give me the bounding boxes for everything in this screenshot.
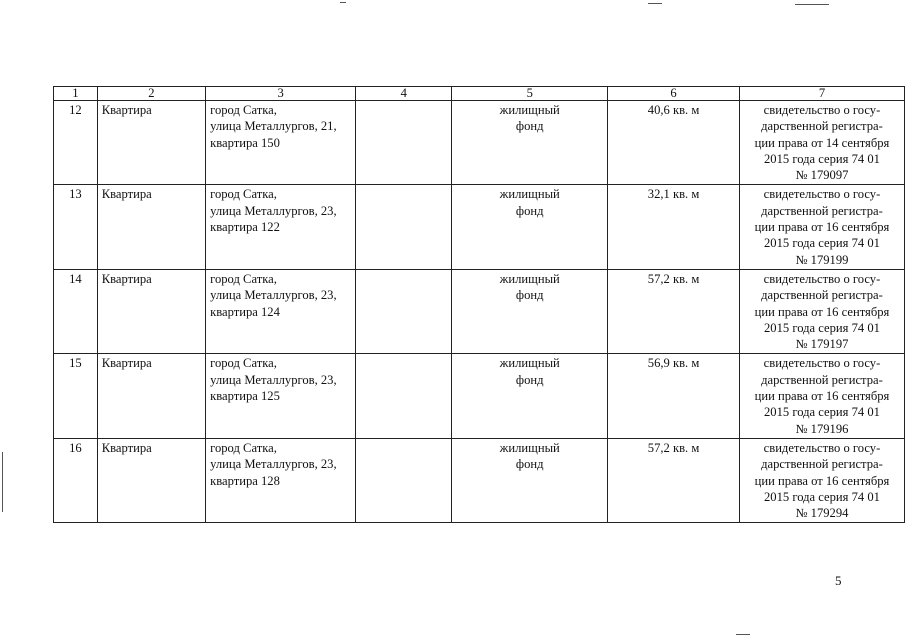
property-fund: жилищный фонд: [452, 438, 608, 522]
property-fund: жилищный фонд: [452, 269, 608, 353]
property-area: 32,1 кв. м: [608, 185, 740, 269]
table-row: [54, 101, 905, 185]
table-row: [54, 438, 905, 522]
registration-document: свидетельство о госу- дарственной регистра- ции права от 16 сентября 2015 года серия 74 01 № 179294: [739, 438, 904, 522]
property-address: город Сатка, улица Металлургов, 21, квартира 150: [206, 101, 356, 185]
page-number: 5: [835, 573, 842, 588]
empty-cell: [356, 438, 452, 522]
scan-mark-top-1: [340, 2, 346, 3]
empty-cell: [356, 185, 452, 269]
property-table: [53, 86, 905, 523]
property-address: город Сатка, улица Металлургов, 23, квартира 125: [206, 354, 356, 438]
property-area: 40,6 кв. м: [608, 101, 740, 185]
scan-mark-top-3: [795, 4, 829, 5]
property-area: 56,9 кв. м: [608, 354, 740, 438]
property-type: Квартира: [97, 269, 205, 353]
table-row: [54, 185, 905, 269]
header-cell: 5: [452, 87, 608, 101]
scan-mark-top-2: [648, 3, 662, 4]
registration-document: свидетельство о госу- дарственной регистра- ции права от 16 сентября 2015 года серия 74 01 № 179196: [739, 354, 904, 438]
table-row: [54, 354, 905, 438]
scan-mark-bottom: [736, 634, 750, 635]
property-area: 57,2 кв. м: [608, 269, 740, 353]
row-number: 12: [54, 101, 98, 185]
property-fund: жилищный фонд: [452, 185, 608, 269]
scan-mark-left: [2, 452, 3, 512]
row-number: 15: [54, 354, 98, 438]
property-address: город Сатка, улица Металлургов, 23, квартира 124: [206, 269, 356, 353]
registration-document: свидетельство о госу- дарственной регистра- ции права от 16 сентября 2015 года серия 74 01 № 179197: [739, 269, 904, 353]
property-address: город Сатка, улица Металлургов, 23, квартира 122: [206, 185, 356, 269]
header-cell: 6: [608, 87, 740, 101]
property-fund: жилищный фонд: [452, 354, 608, 438]
table-header-row: [54, 87, 905, 101]
empty-cell: [356, 269, 452, 353]
property-area: 57,2 кв. м: [608, 438, 740, 522]
header-cell: 2: [97, 87, 205, 101]
property-type: Квартира: [97, 185, 205, 269]
property-type: Квартира: [97, 101, 205, 185]
header-cell: 4: [356, 87, 452, 101]
row-number: 13: [54, 185, 98, 269]
table-row: [54, 269, 905, 353]
row-number: 16: [54, 438, 98, 522]
empty-cell: [356, 354, 452, 438]
property-address: город Сатка, улица Металлургов, 23, квартира 128: [206, 438, 356, 522]
property-type: Квартира: [97, 354, 205, 438]
header-cell: 1: [54, 87, 98, 101]
row-number: 14: [54, 269, 98, 353]
property-type: Квартира: [97, 438, 205, 522]
empty-cell: [356, 101, 452, 185]
property-fund: жилищный фонд: [452, 101, 608, 185]
header-cell: 7: [739, 87, 904, 101]
registration-document: свидетельство о госу- дарственной регистра- ции права от 14 сентября 2015 года серия 74 01 № 179097: [739, 101, 904, 185]
registration-document: свидетельство о госу- дарственной регистра- ции права от 16 сентября 2015 года серия 74 01 № 179199: [739, 185, 904, 269]
header-cell: 3: [206, 87, 356, 101]
